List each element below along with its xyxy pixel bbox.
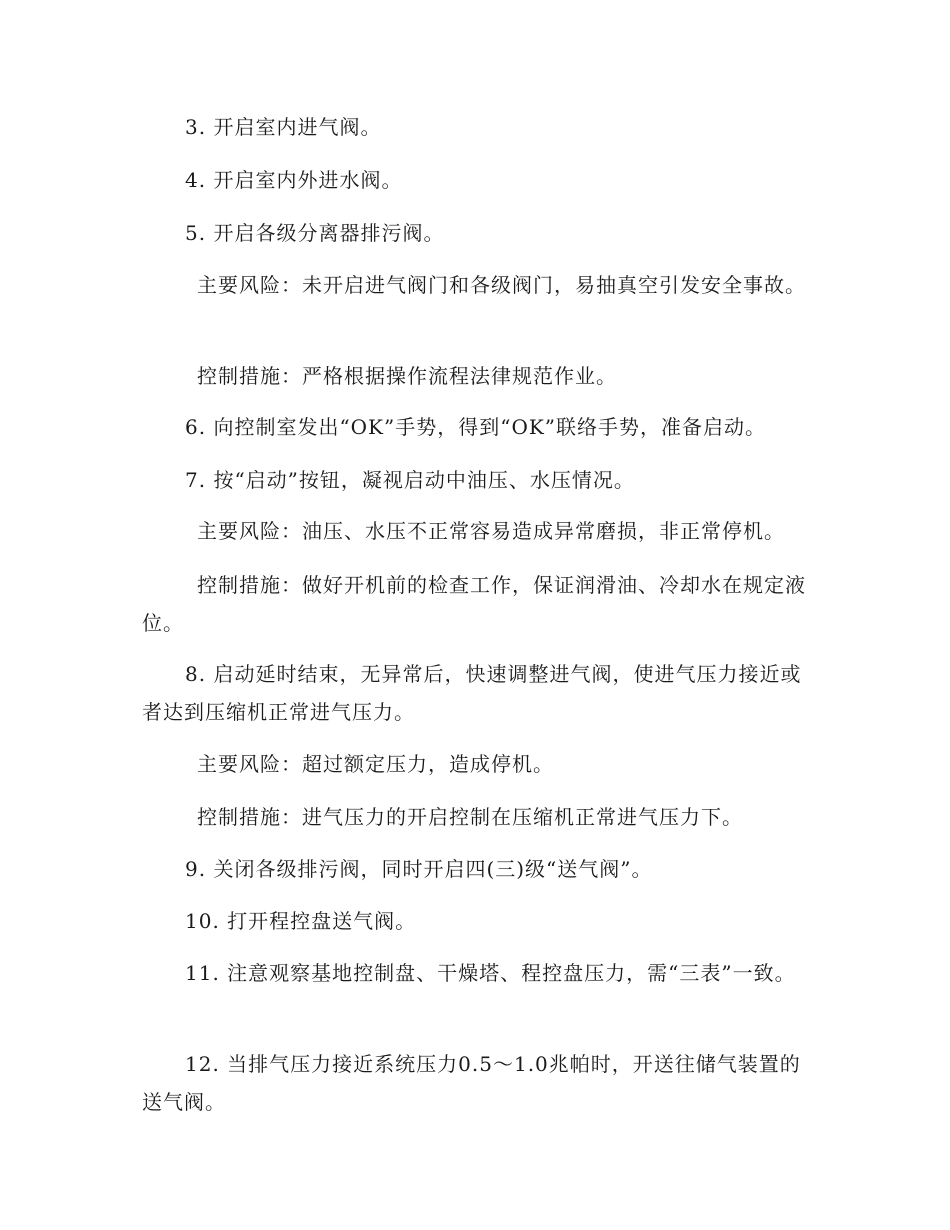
step-12: 12. 当排气压力接近系统压力0.5～1.0兆帕时，开送往储气装置的送气阀。 [142,1052,801,1114]
step-9: 9. 关闭各级排污阀，同时开启四(三)级“送气阀”。 [185,857,653,881]
control-note: 控制措施：进气压力的开启控制在压缩机正常进气压力下。 [197,805,743,829]
risk-note: 主要风险：油压、水压不正常容易造成异常磨损，非正常停机。 [197,519,785,543]
step-5: 5. 开启各级分离器排污阀。 [185,221,445,245]
risk-note: 主要风险：未开启进气阀门和各级阀门，易抽真空引发安全事故。 [197,273,806,297]
step-8: 8. 启动延时结束，无异常后，快速调整进气阀，使进气压力接近或者达到压缩机正常进气压力。 [142,662,802,724]
step-7: 7. 按“启动”按钮，凝视启动中油压、水压情况。 [185,468,635,492]
step-4: 4. 开启室内外进水阀。 [185,168,403,192]
step-3: 3. 开启室内进气阀。 [185,115,382,139]
control-note: 控制措施：做好开机前的检查工作，保证润滑油、冷却水在规定液位。 [142,573,806,635]
step-11: 11. 注意观察基地控制盘、干燥塔、程控盘压力，需“三表”一致。 [185,961,796,985]
control-note: 控制措施：严格根据操作流程法律规范作业。 [197,364,617,388]
step-6: 6. 向控制室发出“OK”手势，得到“OK”联络手势，准备启动。 [185,415,767,439]
step-10: 10. 打开程控盘送气阀。 [185,909,417,933]
risk-note: 主要风险：超过额定压力，造成停机。 [197,752,554,776]
